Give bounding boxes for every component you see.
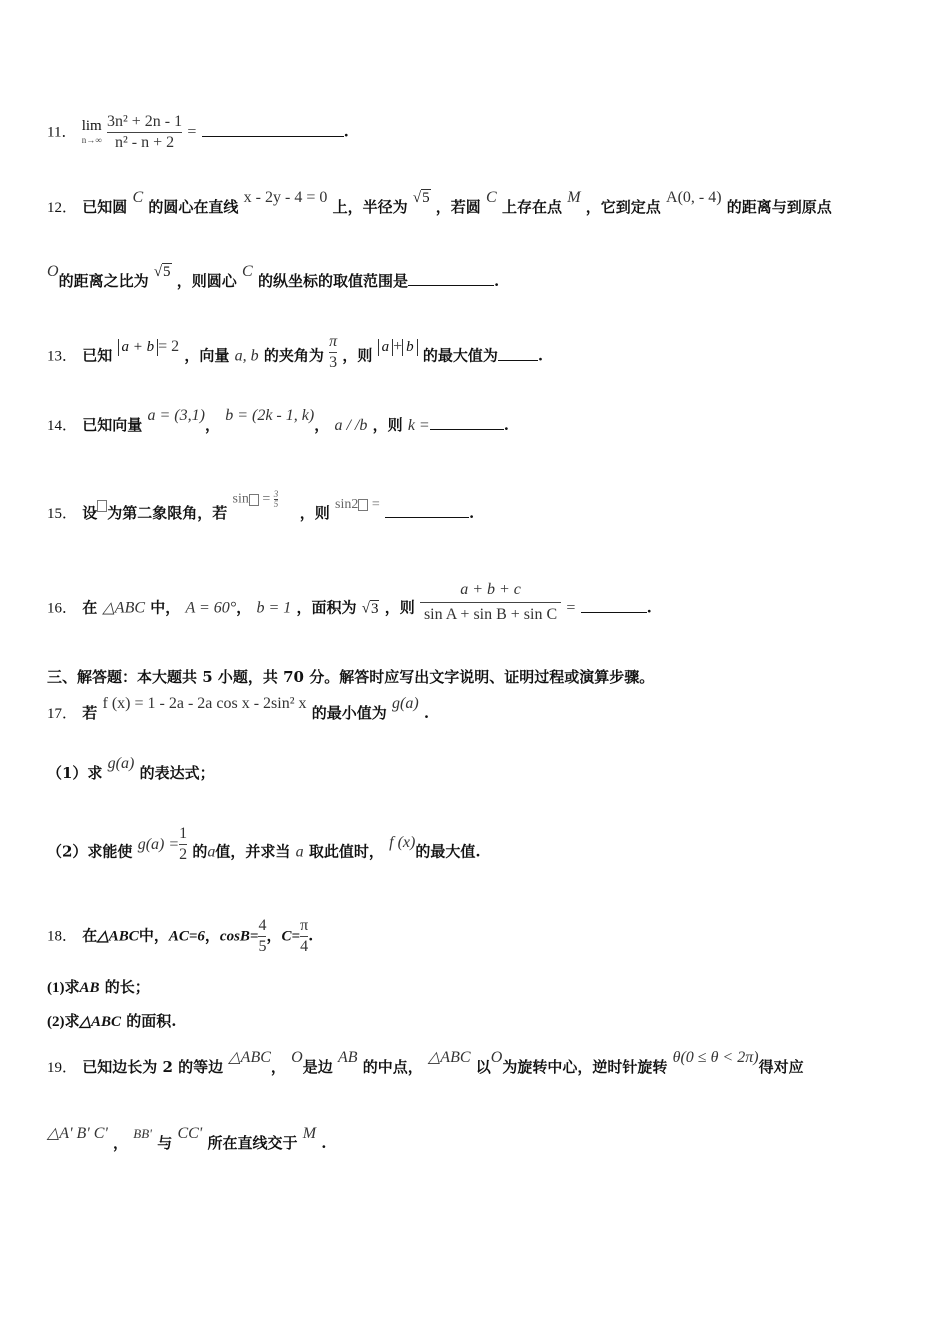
problem-number: 18． bbox=[47, 928, 78, 945]
answer-blank bbox=[430, 428, 504, 430]
fraction-denominator: n² - n + 2 bbox=[107, 132, 182, 153]
problem-16: 16． 在 △ABC 中， A = 60°， b = 1 ，面积为 √3 ，则 $\frac{a + b + c}{\text{sin A + sin B + sin C}}$ = . bbox=[47, 584, 652, 633]
problem-number: 16． bbox=[47, 600, 78, 617]
problem-number: 11． bbox=[47, 124, 77, 141]
problem-number: 12． bbox=[47, 200, 78, 216]
answer-blank bbox=[581, 611, 647, 613]
missing-glyph-icon bbox=[358, 499, 368, 511]
problem-number: 15． bbox=[47, 506, 78, 522]
problem-number: 14． bbox=[47, 418, 78, 434]
fraction-numerator: 3n² + 2n - 1 bbox=[106, 113, 183, 130]
problem-18: 18． 在△ABC中，AC=6，cosB= $\frac{4}{5}$ ，C= $\frac{\pi}{4}$ . bbox=[47, 917, 314, 955]
ratio-fraction: $\frac{a + b + c}{\text{sin A + sin B + sin C}}$ bbox=[420, 578, 561, 627]
theta-range: θ(0 ≤ θ < 2π) bbox=[672, 1049, 759, 1066]
problem-17-part-1: （1）求 g(a) 的表达式； bbox=[47, 755, 215, 782]
section-3-header: 三、解答题：本大题共 5 小题，共 70 分。解答时应写出文字说明、证明过程或演算步骤。 bbox=[47, 668, 655, 686]
function-definition: f (x) = 1 - 2a - 2a cos x - 2sin² x bbox=[102, 695, 307, 712]
problem-11: 11． lim n→∞ $\frac{\text{3n² + 2n - 1}}{\text{n² - n + 2}}$ = . bbox=[47, 113, 349, 151]
problem-18-part-1: (1)求AB 的长； bbox=[47, 978, 150, 996]
sqrt-3: √3 bbox=[361, 600, 379, 617]
answer-blank bbox=[385, 516, 469, 518]
point-a: A(0, - 4) bbox=[666, 189, 722, 206]
sin2-expression: sin2 = bbox=[335, 497, 380, 512]
problem-12: 12． 已知圆 C 的圆心在直线 x - 2y - 4 = 0 上，半径为 √5 ，若圆 C 上存在点 M ，它到定点 A(0, - 4) 的距离与到原点 bbox=[47, 189, 832, 216]
sqrt-5: √5 bbox=[412, 190, 430, 206]
one-half: $\frac{1}{2}$ bbox=[179, 825, 188, 863]
answer-blank bbox=[202, 135, 344, 137]
problem-number: 17． bbox=[47, 706, 78, 722]
problem-17-part-2: （2）求能使 g(a) = $\frac{1}{2}$ 的a值，并求当 a 取此值时， f (x)的最大值. bbox=[47, 825, 481, 863]
limit-fraction bbox=[107, 112, 182, 153]
line-equation: x - 2y - 4 = 0 bbox=[243, 189, 328, 206]
problem-number: 13． bbox=[47, 348, 78, 365]
pi-over-4: $\frac{\pi}{4}$ bbox=[300, 917, 309, 955]
problem-19: 19． 已知边长为 2 的等边 △ABC， O是边 AB 的中点， △ABC 以O为旋转中心，逆时针旋转 θ(0 ≤ θ < 2π)得对应 bbox=[47, 1049, 804, 1076]
pi-over-3: $\frac{\pi}{3}$ bbox=[329, 333, 338, 371]
problem-17: 17． 若 f (x) = 1 - 2a - 2a cos x - 2sin² x 的最小值为 g(a) . bbox=[47, 695, 430, 722]
problem-15: 15． 设 为第二象限角，若 sin = $\frac{3}{5}$ ，则 sin2 = . bbox=[47, 489, 475, 522]
sqrt-5: √5 bbox=[153, 264, 171, 280]
problem-19-line-2: △A' B' C' ， BB' 与 CC' 所在直线交于 M . bbox=[47, 1125, 327, 1152]
problem-number: 19． bbox=[47, 1060, 78, 1076]
problem-18-part-2: (2)求△ABC 的面积. bbox=[47, 1012, 177, 1030]
answer-blank bbox=[498, 359, 538, 361]
limit-operator: lim n→∞ bbox=[81, 117, 102, 145]
problem-12-line-2: O的距离之比为 √5 ，则圆心 C 的纵坐标的取值范围是 . bbox=[47, 263, 500, 290]
problem-13: 13． 已知 a + b = 2 ，向量 a, b 的夹角为 $\frac{\pi}{3}$ ，则 a + b 的最大值为 . bbox=[47, 333, 544, 371]
problem-14: 14． 已知向量 a = (3,1)， b = (2k - 1, k)， a / /b ，则 k = . bbox=[47, 407, 509, 434]
answer-blank bbox=[408, 284, 494, 286]
four-fifths: $\frac{4}{5}$ bbox=[258, 917, 267, 955]
missing-glyph-icon bbox=[249, 494, 259, 506]
missing-glyph-icon bbox=[97, 500, 107, 512]
